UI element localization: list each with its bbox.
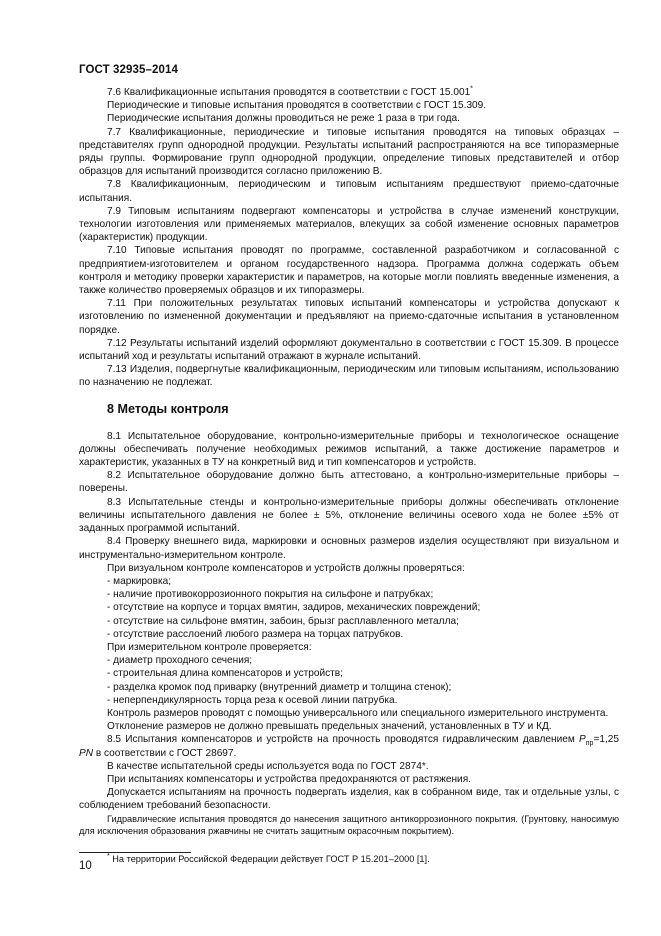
paragraph-8-1: 8.1 Испытательное оборудование, контрольно-измерительные приборы и технологическое оснащение должны обеспечивать получение необходимых режимов испытаний, а также достижение параметров и характеристик, указанных в ТУ на конкретный вид и тип компенсаторов и устройств. xyxy=(79,430,619,469)
paragraph-test-medium: В качестве испытательной среды используется вода по ГОСТ 2874*. xyxy=(107,760,429,772)
paragraph-7-6-frequency: Периодические испытания должны проводиться не реже 1 раза в три года. xyxy=(107,113,460,125)
paragraph-size-control: Контроль размеров проводят с помощью универсального или специального измерительного инструмента. xyxy=(107,707,609,719)
paragraph-7-13: 7.13 Изделия, подвергнутые квалификационным, периодическим или типовым испытаниям, использованию по назначению не подлежат. xyxy=(79,364,619,389)
list-item: - наличие противокоррозионного покрытия на сильфоне и патрубках; xyxy=(107,589,434,601)
paragraph-8-5: 8.5 Испытания компенсаторов и устройств на прочность проводятся гидравлическим давлением $P_{пр}=1,25$ PN в соответствии с ГОСТ 28697. xyxy=(79,734,619,759)
document-body xyxy=(79,86,619,865)
footnote-mark: * xyxy=(107,852,110,860)
list-item: - отсутствие на корпусе и торцах вмятин, задиров, механических повреждений; xyxy=(107,602,481,614)
paragraph-strength-test: Допускается испытаниям на прочность подвергать изделия, как в собранном виде, так и отдельные узлы, с соблюдением требований безопасности. xyxy=(79,787,619,812)
list-item: - маркировка; xyxy=(107,575,172,587)
paragraph-size-deviation: Отклонение размеров не должно превышать предельных значений, установленных в ТУ и КД. xyxy=(107,721,552,733)
paragraph-stretch-protection: При испытаниях компенсаторы и устройства предохраняются от растяжения. xyxy=(107,773,471,785)
document-header: ГОСТ 32935–2014 xyxy=(79,64,179,76)
list-item: - строительная длина компенсаторов и устройств; xyxy=(107,668,343,680)
paragraph-hydraulic-test: Гидравлические испытания проводятся до нанесения защитного антикоррозионного покрытия. (Грунтовку, наносимую для исключения образования ржавчины не считать защитным окрасочным покрытием). xyxy=(79,813,619,837)
list-item: - отсутствие расслоений любого размера на торцах патрубков. xyxy=(107,628,404,640)
paragraph-7-6-periodic: Периодические и типовые испытания проводятся в соответствии с ГОСТ 15.309. xyxy=(107,100,487,112)
paragraph-8-3: 8.3 Испытательные стенды и контрольно-измерительные приборы должны обеспечивать отклонение величины испытательного давления не более ± 5%, отклонение величины осевого хода не более ±5% от заданных программой испытаний. xyxy=(79,496,619,535)
paragraph-7-8: 7.8 Квалификационным, периодическим и типовым испытаниям предшествуют приемо-сдаточные испытания. xyxy=(79,179,619,204)
list-item: - отсутствие на сильфоне вмятин, забоин, брызг расплавленного металла; xyxy=(107,615,459,627)
footnote: * На территории Российской Федерации действует ГОСТ Р 15.201–2000 [1]. xyxy=(107,852,430,864)
footnote-reference: * xyxy=(470,85,473,93)
list-item: - диаметр проходного сечения; xyxy=(107,655,253,667)
list-item: - неперпендикулярность торца реза к осевой линии патрубка. xyxy=(107,694,398,706)
paragraph-7-11: 7.11 При положительных результатах типовых испытаний компенсаторы и устройства допускают к изготовлению по измененной документации и предъявляют на приемо-сдаточные испытания в установленном порядке. xyxy=(79,298,619,336)
page-number: 10 xyxy=(79,860,92,872)
section-8-heading: 8 Методы контроля xyxy=(107,401,229,416)
paragraph-7-10: 7.10 Типовые испытания проводят по программе, составленной разработчиком и согласованной с предприятием-изготовителем и органом государственного надзора. Программа должна содержать объем контроля и методику проверки характеристик и параметров, на которые могли повлиять введенные изменения, а также количество проверяемых образцов и их типоразмеры. xyxy=(79,245,619,297)
list-item: - разделка кромок под приварку (внутренний диаметр и толщина стенок); xyxy=(107,681,452,693)
paragraph-8-4: 8.4 Проверку внешнего вида, маркировки и основных размеров изделия осуществляют при визуальном и инструментально-измерительном контроле. xyxy=(79,536,619,561)
measurement-control-intro: При измерительном контроле проверяется: xyxy=(107,641,312,653)
pressure-symbol: P xyxy=(579,734,586,746)
nominal-pressure-symbol: PN xyxy=(79,747,94,759)
paragraph-7-12: 7.12 Результаты испытаний изделий оформляют документально в соответствии с ГОСТ 15.309. В процессе испытаний ход и результаты испытаний отражают в журнале испытаний. xyxy=(79,337,619,363)
paragraph-7-7: 7.7 Квалификационные, периодические и типовые испытания проводятся на типовых образцах – представителях групп однородной продукции. Результаты испытаний распространяются на все типоразмерные ряды группы. Формирование групп однородной продукции, определение типовых представителей и отбор образцов для испытаний производится согласно приложению В. xyxy=(79,126,619,178)
paragraph-8-2: 8.2 Испытательное оборудование должно быть аттестовано, а контрольно-измерительные приборы – поверены. xyxy=(79,470,619,495)
visual-control-intro: При визуальном контроле компенсаторов и устройств должны проверяться: xyxy=(107,562,465,574)
pressure-subscript: пр xyxy=(585,740,594,748)
paragraph-7-9: 7.9 Типовым испытаниям подвергают компенсаторы и устройства в случае изменений конструкции, технологии изготовления или применяемых материалов, влекущих за собой изменение основных параметров (характеристик) продукции. xyxy=(79,205,619,244)
paragraph-7-6: 7.6 Квалификационные испытания проводятся в соответствии с ГОСТ 15.001* xyxy=(107,85,473,98)
